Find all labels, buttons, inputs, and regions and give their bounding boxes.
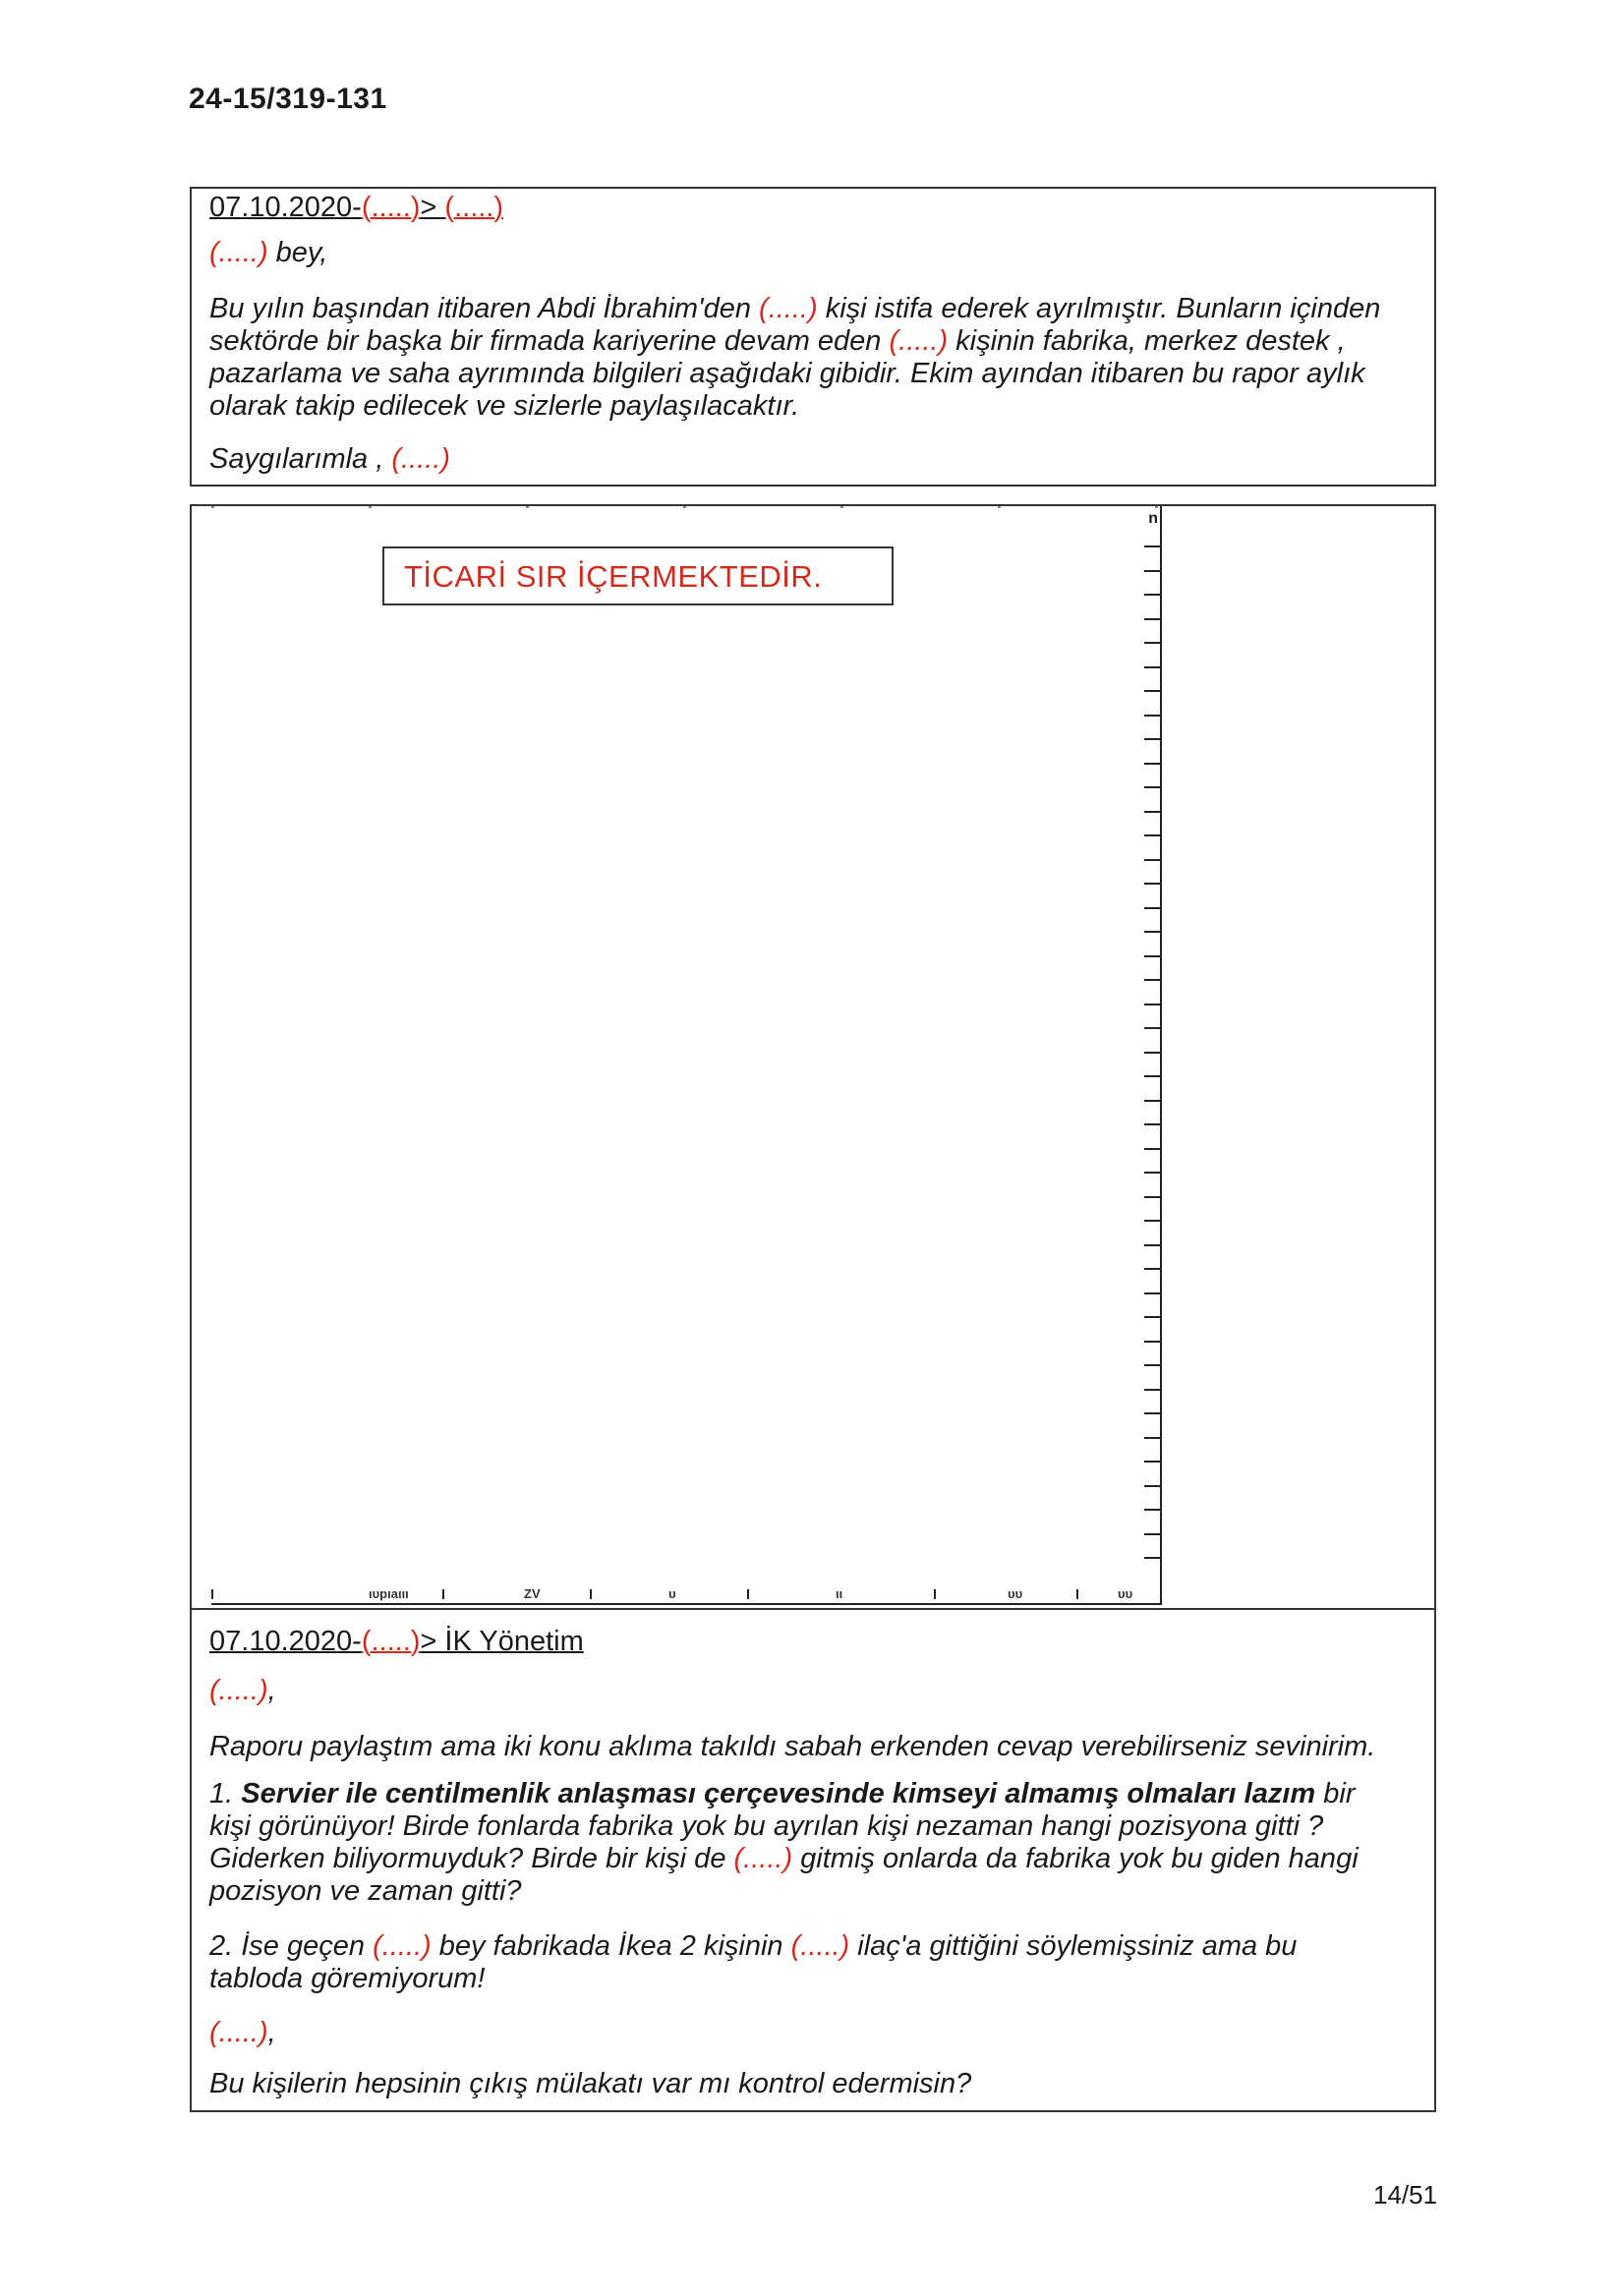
row-tick (1144, 763, 1160, 765)
row-tick (1144, 738, 1160, 740)
row-tick (1144, 1268, 1160, 1270)
row-tick (1144, 1148, 1160, 1150)
email1-para-line3: pazarlama ve saha ayrımında bilgileri aşağıdaki gibidir. Ekim ayından itibaren bu rapor aylık (209, 358, 1365, 389)
email2-item1-line3 (209, 1842, 1359, 1875)
email1-greeting (209, 236, 327, 269)
row-tick (1144, 811, 1160, 813)
total-value: υυ (1008, 1586, 1023, 1601)
row-tick (1144, 1341, 1160, 1343)
email2-para: Raporu paylaştım ama iki konu aklıma takıldı sabah erkenden cevap verebilirseniz sevinirim. (209, 1731, 1376, 1762)
redacted: (.....) (889, 325, 949, 357)
text: kişi istifa ederek ayrılmıştır. Bunların içinden (817, 293, 1381, 324)
total-value: ιι (836, 1586, 843, 1601)
email1-para-line4: olarak takip edilecek ve sizlerle paylaşılacaktır. (209, 390, 800, 422)
text: gitmiş onlarda da fabrika yok bu giden hangi (792, 1843, 1359, 1874)
row-tick (1144, 642, 1160, 644)
row-tick (1144, 1412, 1160, 1414)
bold-text: Servier ile centilmenlik anlaşması çerçevesinde kimseyi almamış olmaları lazım (241, 1778, 1316, 1809)
redacted: (.....) (790, 1930, 850, 1962)
email2-item1-line4: pozisyon ve zaman gitti? (209, 1875, 522, 1907)
row-tick (1144, 545, 1160, 547)
total-value: ΖV (524, 1586, 541, 1601)
redacted: (.....) (373, 1930, 432, 1962)
row-tick (1144, 1533, 1160, 1535)
row-tick (1144, 1196, 1160, 1198)
text: Bu yılın başından itibaren Abdi İbrahim'den (209, 293, 760, 324)
email2-item1-line1 (209, 1777, 1356, 1810)
row-tick (1144, 931, 1160, 933)
email-box-1 (190, 187, 1436, 487)
row-tick (1144, 834, 1160, 836)
row-tick (1144, 1100, 1160, 1102)
redacted: (.....) (209, 237, 268, 268)
cell-divider (934, 1589, 936, 1599)
row-tick (1144, 907, 1160, 909)
row-tick (1144, 1316, 1160, 1318)
email1-para-line2 (209, 324, 1346, 358)
redacted: (.....) (444, 192, 504, 223)
trade-secret-stamp: TİCARİ SIR İÇERMEKTEDİR. (382, 546, 894, 605)
row-tick (1144, 594, 1160, 596)
row-tick (1144, 786, 1160, 788)
total-label: ιυpιaιιι (369, 1586, 409, 1601)
email2-greeting-2 (209, 2016, 276, 2049)
redacted: (.....) (759, 293, 818, 324)
row-tick (1144, 1004, 1160, 1005)
row-tick (1144, 1461, 1160, 1463)
redacted: (.....) (361, 192, 421, 223)
row-tick (1144, 979, 1160, 981)
cell-divider (211, 1589, 213, 1599)
total-value: υ (668, 1586, 676, 1601)
page-number: 14/51 (1373, 2180, 1438, 2210)
text: 2. İse geçen (209, 1930, 374, 1962)
cell-divider (590, 1589, 592, 1599)
row-tick (1144, 1075, 1160, 1077)
text: ilaç'a gittiğini söylemişsiniz ama bu (849, 1930, 1298, 1962)
row-tick (1144, 1509, 1160, 1511)
table-top-border (211, 506, 1160, 508)
row-tick (1144, 1437, 1160, 1439)
email2-item1-line2: kişi görünüyor! Birde fonlarda fabrika yok bu ayrılan kişi nezaman hangi pozisyona gitti ? (209, 1810, 1324, 1842)
redacted-table-box (190, 504, 1436, 1610)
cell-divider (747, 1589, 749, 1599)
redacted: (.....) (391, 443, 450, 475)
subject-date: 07.10.2020- (209, 192, 362, 223)
row-tick (1144, 1220, 1160, 1222)
redacted: (.....) (209, 1675, 268, 1706)
email1-para-line1 (209, 292, 1380, 325)
text: kişinin fabrika, merkez destek , (948, 325, 1346, 357)
email2-greeting (209, 1674, 276, 1707)
email1-closing (209, 442, 450, 476)
text: Saygılarımla , (209, 443, 392, 475)
row-tick (1144, 883, 1160, 885)
cell-divider (442, 1589, 444, 1599)
text: bir (1315, 1778, 1356, 1809)
row-tick (1144, 1027, 1160, 1029)
row-tick (1144, 1557, 1160, 1559)
row-tick (1144, 715, 1160, 717)
row-tick (1144, 690, 1160, 692)
row-tick (1144, 859, 1160, 861)
email2-subject (209, 1625, 584, 1658)
email-box-2 (190, 1605, 1436, 2112)
subject-date: 07.10.2020- (209, 1626, 362, 1657)
row-tick (1144, 1172, 1160, 1174)
row-tick (1144, 955, 1160, 957)
row-tick (1144, 618, 1160, 620)
subject-recipient: > İK Yönetim (420, 1626, 584, 1657)
total-value: υυ (1118, 1586, 1133, 1601)
email2-last-line: Bu kişilerin hepsinin çıkış mülakatı var mı kontrol edermisin? (209, 2068, 972, 2099)
row-tick (1144, 666, 1160, 668)
redacted-table (211, 506, 1162, 1605)
text: , (267, 1675, 276, 1706)
row-tick (1144, 1364, 1160, 1366)
cell-divider (1076, 1589, 1078, 1599)
row-tick (1144, 1292, 1160, 1294)
list-number: 1. (209, 1778, 242, 1809)
row-tick (1144, 1052, 1160, 1054)
text: sektörde bir başka bir firmada kariyerine devam eden (209, 325, 890, 357)
table-corner-mark: n (1148, 510, 1158, 527)
text: , (267, 2017, 276, 2048)
greeting-text: bey, (267, 237, 328, 268)
redacted: (.....) (209, 2017, 268, 2048)
row-tick (1144, 570, 1160, 572)
email2-item2-line2: tabloda göremiyorum! (209, 1963, 486, 1994)
row-tick (1144, 1485, 1160, 1487)
redacted: (.....) (361, 1626, 421, 1657)
row-tick (1144, 1123, 1160, 1125)
email2-item2-line1 (209, 1929, 1297, 1963)
text: bey fabrikada İkea 2 kişinin (431, 1930, 791, 1962)
redacted: (.....) (733, 1843, 793, 1874)
subject-arrow: > (420, 192, 445, 223)
text: Giderken biliyormuyduk? Birde bir kişi de (209, 1843, 734, 1874)
row-tick (1144, 1244, 1160, 1246)
document-number: 24-15/319-131 (189, 83, 387, 115)
row-tick (1144, 1389, 1160, 1391)
email1-subject (209, 191, 503, 224)
